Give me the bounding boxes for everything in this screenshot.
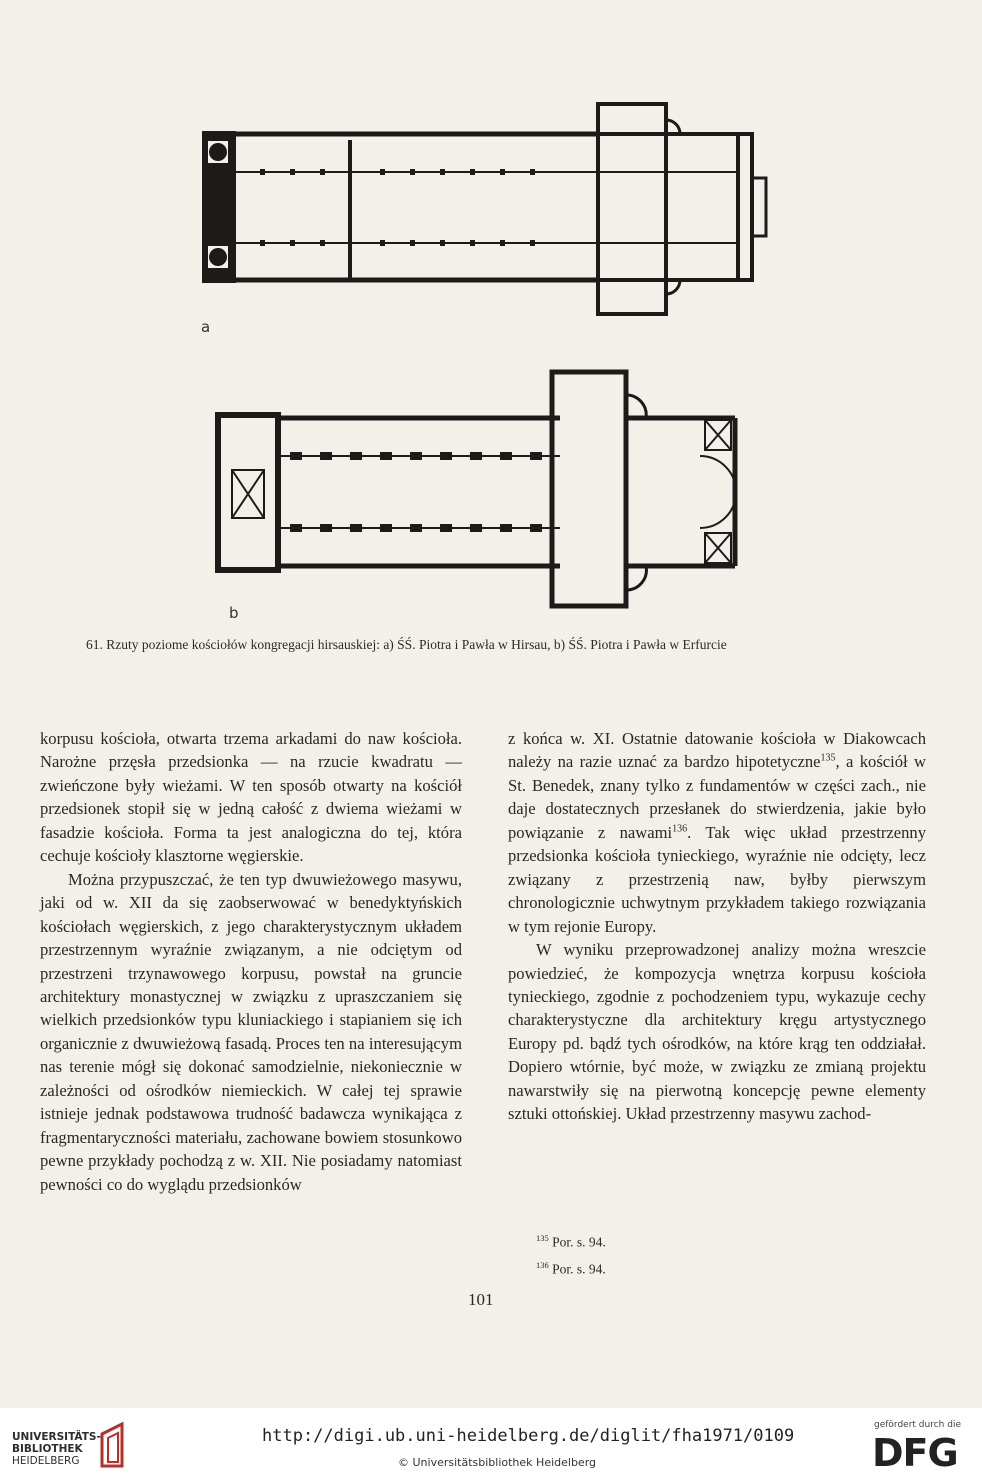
funding-note: gefördert durch die bbox=[874, 1420, 961, 1430]
floor-plans-figure bbox=[0, 0, 982, 620]
footnote: $^{136}$ Por. s. 94. bbox=[536, 1259, 606, 1276]
figure-caption: 61. Rzuty poziome kościołów kongregacji hirsauskiej: a) ŚŚ. Piotra i Pawła w Hirsau, b) ŚŚ. Piotra i Pawła w Erfurcie bbox=[86, 637, 727, 652]
right-paragraph-1: z końca w. XI. Ostatnie datowanie kościoła w Diakowcach należy na razie uznać za bardzo hipotetyczne$^{135}$, a kościół w St. Benedek, znany tylko z fundamentów w części zach., nie daje dostatecznych przesłanek do stwierdzenia, jakie było powiązanie z nawami$^{136}$. Tak więc układ przestrzenny przedsionka kościoła tynieckiego, wyraźnie nie odcięty, lecz związany z przestrzenią naw, byłby pierwszym chronologicznie uchwytnym przykładem takiego rozwiązania w tym rejonie Europy. bbox=[508, 729, 926, 936]
plan-b-label: b bbox=[229, 604, 239, 622]
left-paragraph-2: Można przypuszczać, że ten typ dwuwieżowego masywu, jaki od w. XII da się zaobserwować w benedyktyńskich kościołach węgierskich, z jego charakterystycznym układem przestrzennym wyraźnie związanym, a nie odciętym od przestrzeni trzynawowego korpusu, powstał na gruncie architektury monastycznej w związku z upraszczaniem się wielkich przedsionków typu kluniackiego i stapianiem się ich organicznie z dwuwieżową fasadą. Proces ten na interesującym nas terenie mógł się dokonać samodzielnie, niekoniecznie w zależności od ośrodków niemieckich. W całej tej sprawie istnieje jednak podstawowa trudność badawcza wynikająca z fragmentaryczności materiału, zachowane bowiem stosunkowo pewne przykłady pochodzą z w. XII. Nie posiadamy natomiast pewności co do wyglądu przedsionków bbox=[40, 869, 462, 1194]
library-logo-icon bbox=[98, 1422, 128, 1470]
footnotes bbox=[536, 1227, 606, 1280]
digitization-footer bbox=[0, 1408, 982, 1481]
footnote-ref-135: 135 bbox=[820, 752, 836, 764]
right-paragraph-2: W wyniku przeprowadzonej analizy można wreszcie powiedzieć, że kompozycja wnętrza korpusu kościoła tynieckiego, zgodnie z pochodzeniem typu, wykazuje cechy charakterystyczne dla architektury kręgu artystycznego Europy pd. bądź tych ośrodków, na które krąg ten oddziałał. Dopiero wtórnie, być może, w związku ze zmianą projektu nawarstwiły się na pierwotną koncepcję pewne elementy sztuki ottońskiej. Układ przestrzenny masywu zachod- bbox=[508, 940, 926, 1124]
plan-a-label: a bbox=[201, 318, 211, 336]
copyright-notice: © Universitätsbibliothek Heidelberg bbox=[398, 1456, 597, 1469]
document-url-link[interactable]: http://digi.ub.uni-heidelberg.de/diglit/fha1971/0109 bbox=[262, 1426, 795, 1446]
footnote-ref-136: 136 bbox=[672, 823, 688, 835]
left-text-column bbox=[40, 727, 462, 1196]
footnote: $^{135}$ Por. s. 94. bbox=[536, 1233, 606, 1250]
page-number: 101 bbox=[468, 1290, 494, 1309]
left-paragraph-1: korpusu kościoła, otwarta trzema arkadami do naw kościoła. Narożne przęsła przedsionka — na rzucie kwadratu — zwieńczone były wieżami. W ten sposób otwarty na kościół przedsionek stopił się w jedną całość z dwiema wieżami w fasadzie kościoła. Forma ta jest analogiczna do tej, która cechuje kościoły klasztorne węgierskie. bbox=[40, 729, 462, 866]
plan-a-hirsau bbox=[203, 104, 766, 314]
dfg-logo: DFG bbox=[872, 1431, 958, 1475]
library-name: UNIVERSITÄTS- BIBLIOTHEK HEIDELBERG bbox=[12, 1431, 101, 1467]
right-text-column bbox=[508, 727, 926, 1126]
plan-b-erfurt bbox=[218, 372, 736, 606]
